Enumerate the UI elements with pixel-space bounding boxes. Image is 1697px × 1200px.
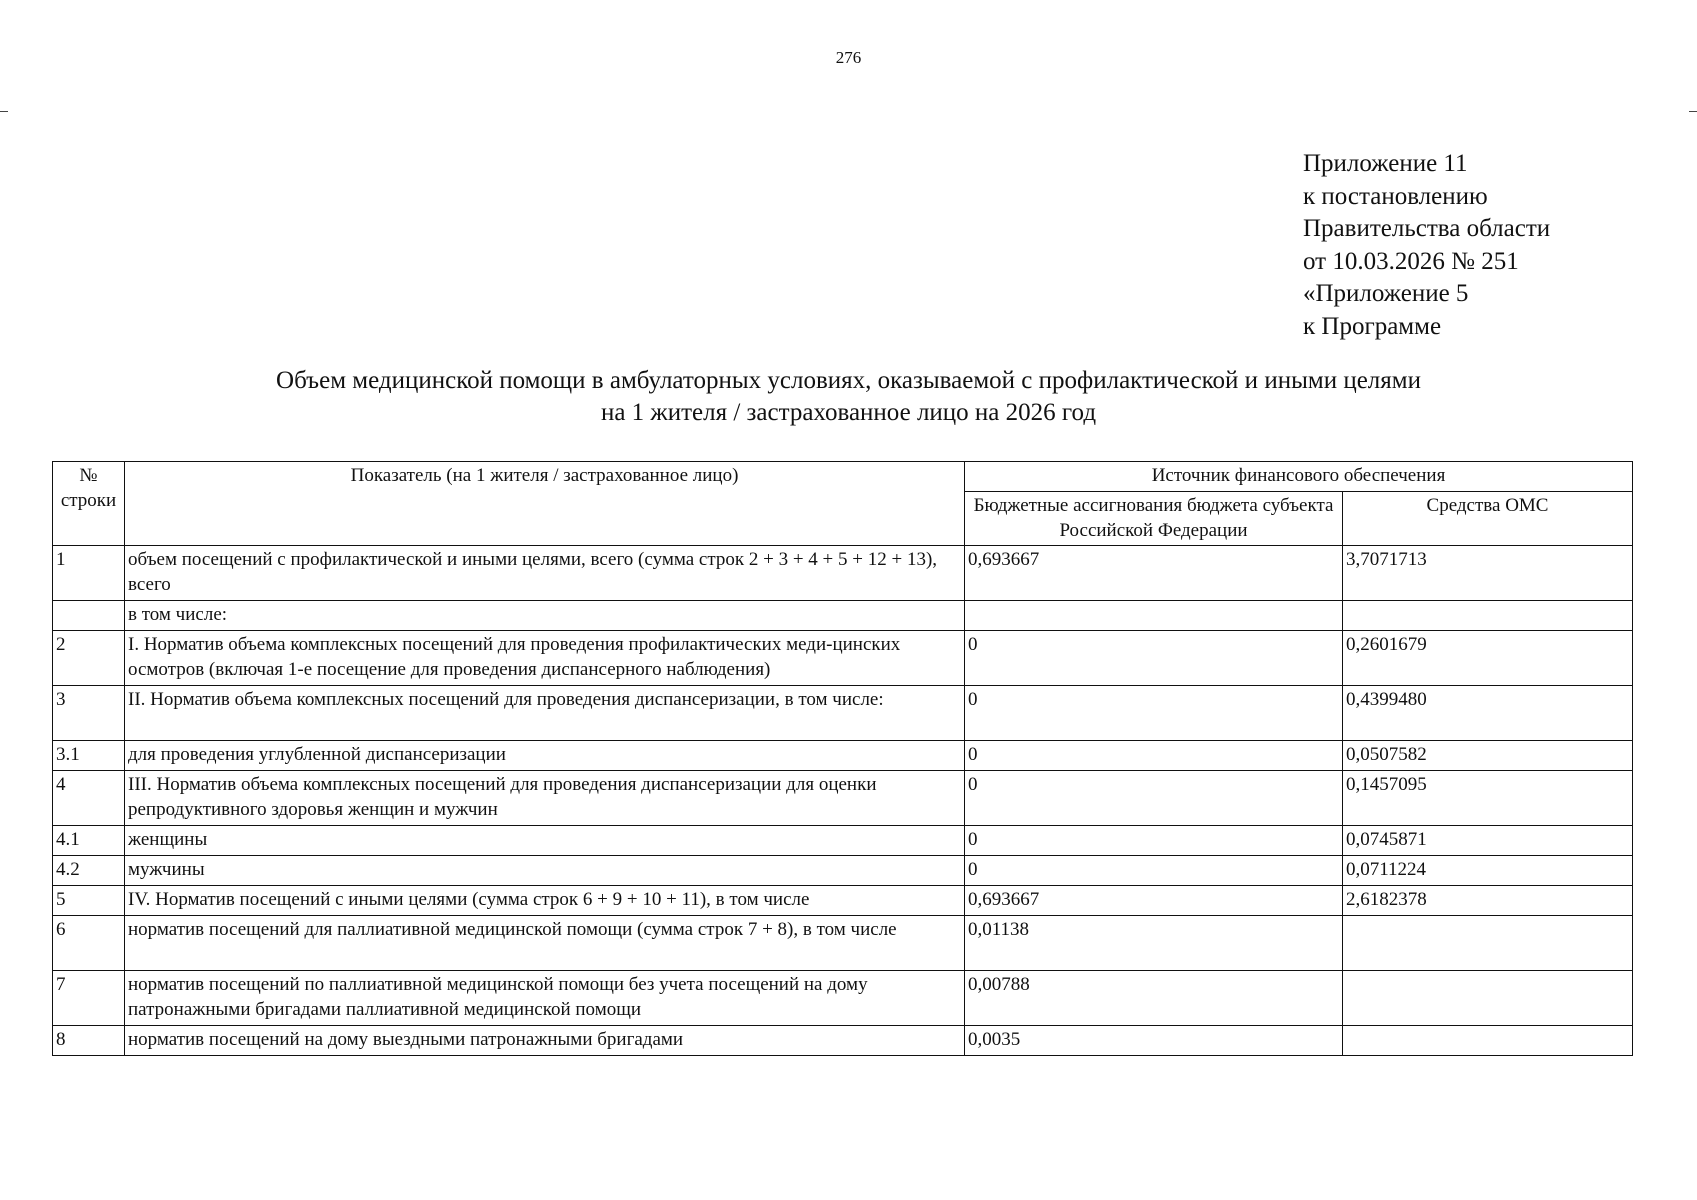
table-row [53, 771, 1633, 826]
edge-mark-left [0, 111, 8, 112]
appendix-line: к Программе [1303, 312, 1442, 340]
title-line: на 1 жителя / застрахованное лицо на 2026 год [600, 399, 1097, 426]
cell-indicator: IV. Норматив посещений с иными целями (сумма строк 6 + 9 + 10 + 11), в том числе [125, 886, 965, 916]
cell-indicator: III. Норматив объема комплексных посещений для проведения диспансеризации для оценки репродуктивного здоровья женщин и мужчин [125, 771, 965, 826]
table-row [53, 826, 1633, 856]
appendix-line: «Приложение 5 [1303, 280, 1469, 307]
volume-table [52, 461, 1633, 1056]
cell-budget: 0 [965, 741, 1343, 771]
header-funding-source: Источник финансового обеспечения [965, 462, 1633, 492]
cell-indicator: в том числе: [125, 601, 965, 631]
cell-oms [1343, 971, 1633, 1026]
appendix-line: к постановлению [1303, 182, 1488, 210]
cell-budget: 0 [965, 826, 1343, 856]
table-row [53, 686, 1633, 741]
cell-row-number: 5 [53, 886, 125, 916]
appendix-block [1303, 148, 1550, 343]
table-row [53, 741, 1633, 771]
cell-oms: 0,2601679 [1343, 631, 1633, 686]
appendix-line: Правительства области [1303, 215, 1551, 242]
cell-row-number: 2 [53, 631, 125, 686]
cell-indicator: мужчины [125, 856, 965, 886]
cell-row-number: 4.2 [53, 856, 125, 886]
cell-row-number: 8 [53, 1026, 125, 1056]
cell-indicator: норматив посещений для паллиативной медицинской помощи (сумма строк 7 + 8), в том числе [125, 916, 965, 971]
cell-row-number: 7 [53, 971, 125, 1026]
cell-oms: 2,6182378 [1343, 886, 1633, 916]
cell-indicator: II. Норматив объема комплексных посещений для проведения диспансеризации, в том числе: [125, 686, 965, 741]
cell-oms: 0,0711224 [1343, 856, 1633, 886]
cell-budget [965, 601, 1343, 631]
cell-oms [1343, 916, 1633, 971]
table-row [53, 916, 1633, 971]
header-oms: Средства ОМС [1343, 492, 1633, 546]
header-budget: Бюджетные ассигнования бюджета субъекта Российской Федерации [965, 492, 1343, 546]
cell-row-number: 6 [53, 916, 125, 971]
cell-budget: 0,0035 [965, 1026, 1343, 1056]
title-line: Объем медицинской помощи в амбулаторных условиях, оказываемой с профилактической и иными целями [276, 367, 1421, 394]
cell-budget: 0,693667 [965, 886, 1343, 916]
cell-oms: 3,7071713 [1343, 546, 1633, 601]
table-row [53, 631, 1633, 686]
table-row [53, 971, 1633, 1026]
cell-row-number: 3.1 [53, 741, 125, 771]
table-row [53, 886, 1633, 916]
cell-budget: 0 [965, 771, 1343, 826]
appendix-line: Приложение 11 [1303, 150, 1468, 177]
cell-indicator: норматив посещений по паллиативной медицинской помощи без учета посещений на дому патронажными бригадами паллиативной медицинской помощи [125, 971, 965, 1026]
cell-row-number: 1 [53, 546, 125, 601]
appendix-line: от 10.03.2026 № 251 [1303, 247, 1519, 275]
table-row [53, 601, 1633, 631]
cell-row-number: 3 [53, 686, 125, 741]
cell-row-number [53, 601, 125, 631]
cell-indicator: объем посещений с профилактической и иными целями, всего (сумма строк 2 + 3 + 4 + 5 + 12 + 13), всего [125, 546, 965, 601]
cell-indicator: I. Норматив объема комплексных посещений для проведения профилактических меди-цинских осмотров (включая 1-е посещение для проведения диспансерного наблюдения) [125, 631, 965, 686]
cell-indicator: норматив посещений на дому выездными патронажными бригадами [125, 1026, 965, 1056]
header-indicator: Показатель (на 1 жителя / застрахованное лицо) [125, 462, 965, 546]
cell-oms: 0,0507582 [1343, 741, 1633, 771]
page-number: 276 [835, 48, 862, 67]
cell-oms: 0,1457095 [1343, 771, 1633, 826]
cell-budget: 0 [965, 856, 1343, 886]
cell-budget: 0,693667 [965, 546, 1343, 601]
cell-budget: 0 [965, 686, 1343, 741]
cell-oms [1343, 601, 1633, 631]
cell-oms: 0,4399480 [1343, 686, 1633, 741]
cell-budget: 0 [965, 631, 1343, 686]
cell-indicator: женщины [125, 826, 965, 856]
cell-row-number: 4 [53, 771, 125, 826]
cell-budget: 0,00788 [965, 971, 1343, 1026]
header-row-number: № строки [53, 462, 125, 546]
cell-oms: 0,0745871 [1343, 826, 1633, 856]
cell-row-number: 4.1 [53, 826, 125, 856]
table-body [53, 546, 1633, 1056]
edge-mark-right [1689, 111, 1697, 112]
table-row [53, 1026, 1633, 1056]
cell-indicator: для проведения углубленной диспансеризации [125, 741, 965, 771]
table-row [53, 856, 1633, 886]
cell-budget: 0,01138 [965, 916, 1343, 971]
table-row [53, 546, 1633, 601]
document-title [0, 365, 1697, 429]
cell-oms [1343, 1026, 1633, 1056]
